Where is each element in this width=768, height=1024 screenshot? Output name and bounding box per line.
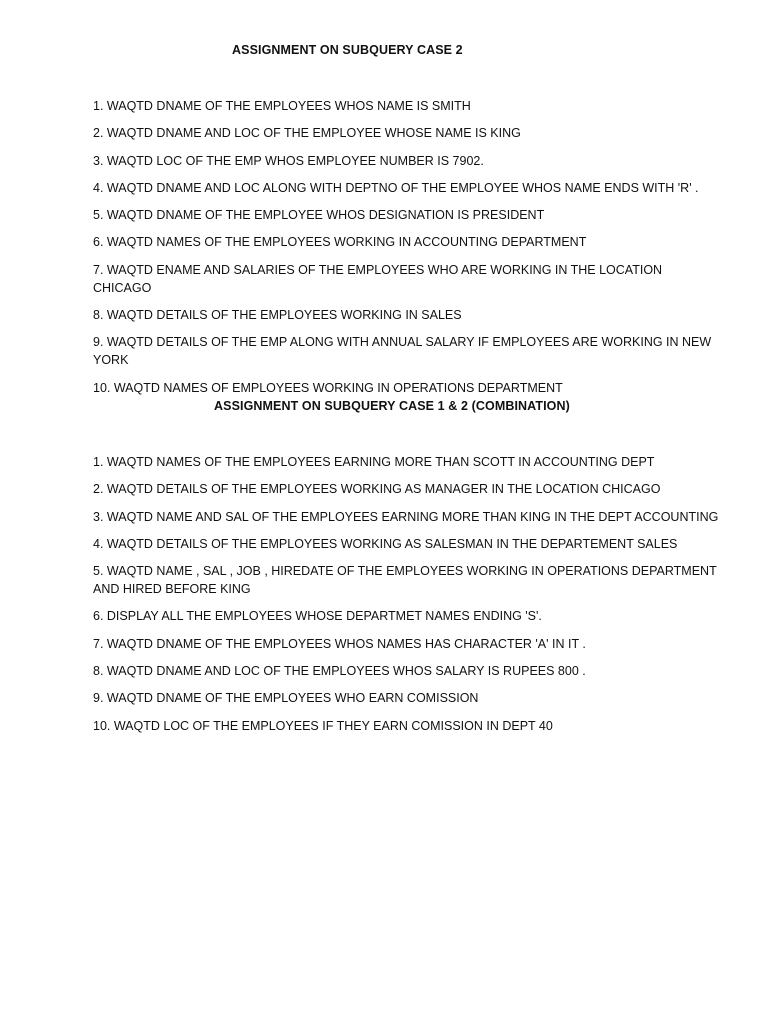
section-title: ASSIGNMENT ON SUBQUERY CASE 1 & 2 (COMBINATION) [214, 399, 570, 413]
question-item: 8. WAQTD DETAILS OF THE EMPLOYEES WORKING IN SALES [93, 308, 462, 323]
question-item: 8. WAQTD DNAME AND LOC OF THE EMPLOYEES WHOS SALARY IS RUPEES 800 . [93, 664, 586, 679]
question-item: 4. WAQTD DNAME AND LOC ALONG WITH DEPTNO OF THE EMPLOYEE WHOS NAME ENDS WITH 'R' . [93, 180, 699, 195]
section-title: ASSIGNMENT ON SUBQUERY CASE 2 [232, 43, 463, 57]
question-list [93, 97, 723, 406]
question-item: 1. WAQTD DNAME OF THE EMPLOYEES WHOS NAME IS SMITH [93, 99, 471, 113]
question-item: 7. WAQTD DNAME OF THE EMPLOYEES WHOS NAMES HAS CHARACTER 'A' IN IT . [93, 636, 586, 651]
question-item: 9. WAQTD DETAILS OF THE EMP ALONG WITH ANNUAL SALARY IF EMPLOYEES ARE WORKING IN NEW YORK [93, 335, 712, 368]
question-item: 5. WAQTD DNAME OF THE EMPLOYEE WHOS DESIGNATION IS PRESIDENT [93, 208, 545, 223]
question-item: 2. WAQTD DNAME AND LOC OF THE EMPLOYEE WHOSE NAME IS KING [93, 126, 521, 141]
question-item: 1. WAQTD NAMES OF THE EMPLOYEES EARNING MORE THAN SCOTT IN ACCOUNTING DEPT [93, 455, 655, 469]
question-item: 6. DISPLAY ALL THE EMPLOYEES WHOSE DEPARTMET NAMES ENDING 'S'. [93, 609, 542, 624]
question-item: 7. WAQTD ENAME AND SALARIES OF THE EMPLOYEES WHO ARE WORKING IN THE LOCATION CHICAGO [93, 262, 663, 295]
question-item: 6. WAQTD NAMES OF THE EMPLOYEES WORKING IN ACCOUNTING DEPARTMENT [93, 235, 587, 250]
question-list [93, 453, 723, 744]
question-item: 10. WAQTD LOC OF THE EMPLOYEES IF THEY EARN COMISSION IN DEPT 40 [93, 718, 553, 733]
question-item: 4. WAQTD DETAILS OF THE EMPLOYEES WORKING AS SALESMAN IN THE DEPARTEMENT SALES [93, 536, 678, 551]
question-item: 10. WAQTD NAMES OF EMPLOYEES WORKING IN OPERATIONS DEPARTMENT [93, 380, 563, 395]
question-item: 9. WAQTD DNAME OF THE EMPLOYEES WHO EARN COMISSION [93, 691, 479, 706]
question-item: 5. WAQTD NAME , SAL , JOB , HIREDATE OF THE EMPLOYEES WORKING IN OPERATIONS DEPARTMENT AND HIRED BEFORE KING [93, 564, 717, 597]
question-item: 2. WAQTD DETAILS OF THE EMPLOYEES WORKING AS MANAGER IN THE LOCATION CHICAGO [93, 482, 661, 497]
question-item: 3. WAQTD LOC OF THE EMP WHOS EMPLOYEE NUMBER IS 7902. [93, 153, 484, 168]
question-item: 3. WAQTD NAME AND SAL OF THE EMPLOYEES EARNING MORE THAN KING IN THE DEPT ACCOUNTING [93, 509, 719, 524]
